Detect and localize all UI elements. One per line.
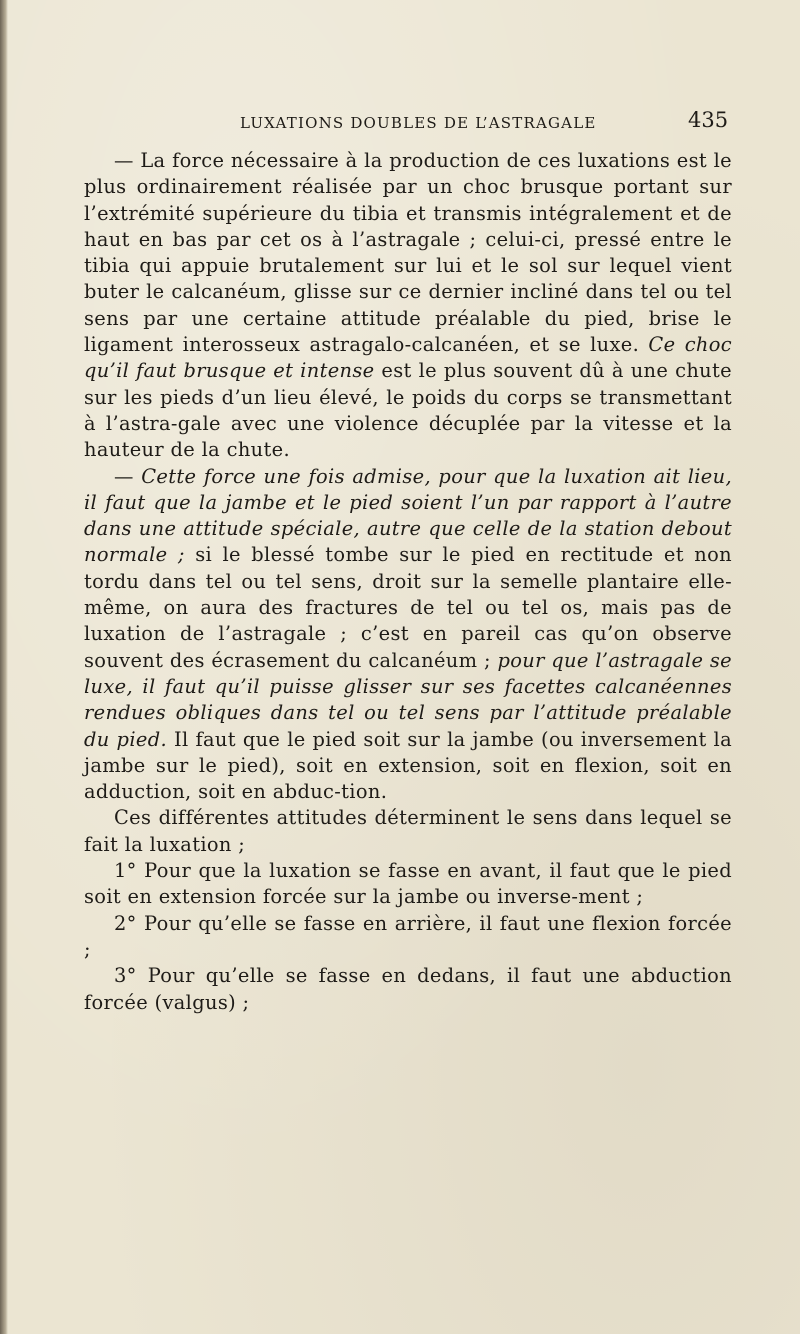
text-segment: Il faut que le pied soit sur la jambe (ou inversement la jambe sur le pied), soit en extension, soit en flexion, soit en adduction, soit en abduc-tion.	[84, 727, 732, 804]
text-segment: — La force nécessaire à la production de ces luxations est le plus ordinairement réalisée par un choc brusque portant sur l’extrémité supérieure du tibia et transmis intégralement et de haut en bas par cet os à l’astragale ; celui-ci, pressé entre le tibia qui appuie brutalement sur lui et le sol sur lequel vient buter le calcanéum, glisse sur ce dernier incliné dans tel ou tel sens par une certaine attitude préalable du pied, brise le ligament interosseux astragalo-calcanéen, et se luxe.	[84, 149, 732, 357]
text-segment: 3° Pour qu’elle se fasse en dedans, il faut une abduction forcée (valgus) ;	[84, 964, 732, 1014]
text-segment: si le blessé tombe sur le pied en rectitude et non tordu dans tel ou tel sens, droit sur la semelle plantaire elle-même, on aura des fractures de tel ou tel os, mais pas de luxation de l’astragale ; c’est en pareil cas qu’on observe souvent des écrasement du calcanéum ;	[84, 543, 732, 672]
italic-segment: pour que l’astragale se luxe, il faut qu’il puisse glisser sur ses facettes calcanéennes rendues obliques dans tel ou tel sens par l’attitude préalable du pied.	[84, 648, 732, 751]
text-segment: est le plus souvent dû à une chute sur les pieds d’un lieu élevé, le poids du corps se transmettant à l’astra-gale avec une violence décuplée par la vitesse et la hauteur de la chute.	[84, 359, 732, 462]
italic-segment: Cette force une fois admise, pour que la luxation ait lieu, il faut que la jambe et le pied soient l’un par rapport à l’autre dans une attitude spéciale, autre que celle de la station debout normale ;	[84, 464, 732, 567]
text-segment: Ces différentes attitudes déterminent le sens dans lequel se fait la luxation ;	[84, 806, 732, 856]
italic-segment: Ce choc qu’il faut brusque et intense	[84, 333, 732, 383]
text-segment: 1° Pour que la luxation se fasse en avant, il faut que le pied soit en extension forcée sur la jambe ou inverse-ment ;	[84, 859, 732, 909]
page-header	[0, 104, 800, 138]
list-item-en-arriere	[84, 911, 732, 964]
text-segment: —	[114, 464, 142, 488]
body-text	[84, 148, 732, 1016]
paragraph-attitude-speciale	[84, 464, 732, 806]
paragraph-force-necessaire	[84, 148, 732, 464]
text-segment: 2° Pour qu’elle se fasse en arrière, il faut une flexion forcée ;	[84, 911, 732, 961]
page-number: 435	[688, 108, 729, 132]
page-binding-edge	[0, 0, 8, 1334]
paragraph-differentes-attitudes	[84, 805, 732, 858]
list-item-en-avant	[84, 858, 732, 911]
list-item-en-dedans	[84, 963, 732, 1016]
running-title: LUXATIONS DOUBLES DE L’ASTRAGALE	[240, 114, 597, 132]
